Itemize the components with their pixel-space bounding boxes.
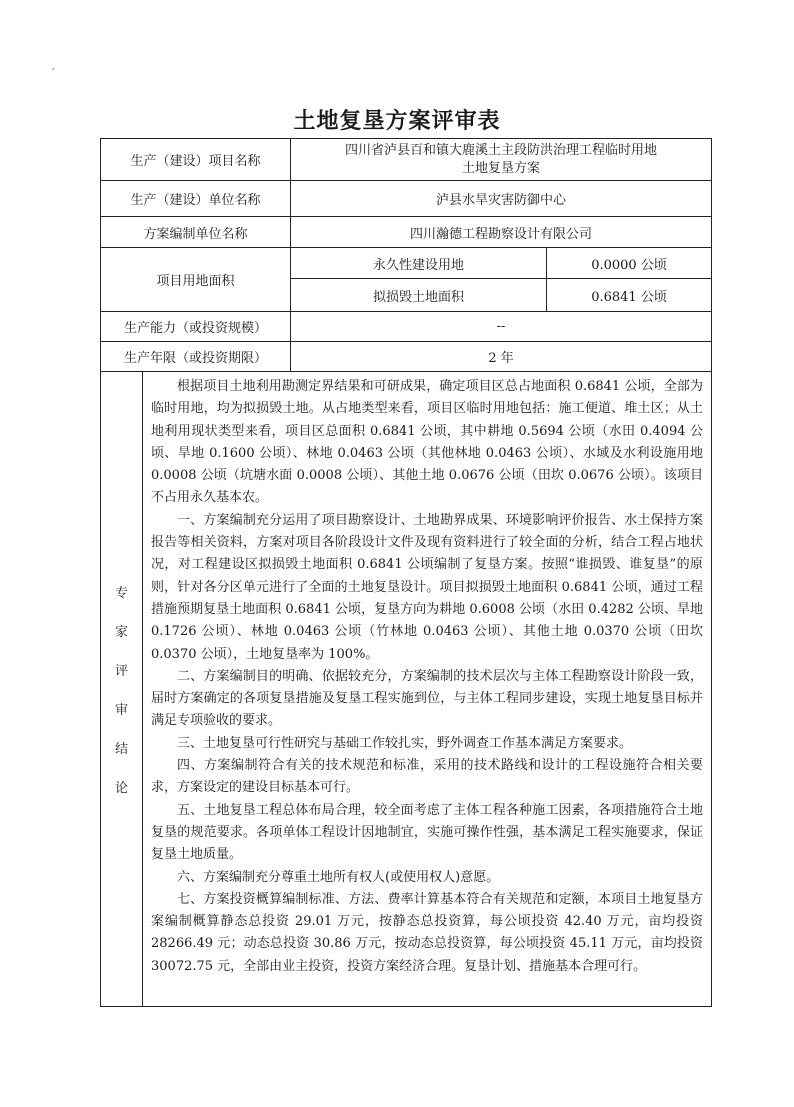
damaged-label: 拟损毁土地面积 (291, 279, 547, 312)
project-name-label: 生产（建设）项目名称 (101, 139, 291, 181)
row-project-name (101, 139, 712, 181)
permanent-value: 0.0000 公顷 (547, 248, 712, 279)
side-char: 审 (114, 703, 128, 718)
row-compiler (101, 217, 712, 248)
conclusion-text (143, 372, 712, 1007)
period-value: 2 年 (291, 342, 712, 372)
expert-conclusion-label (101, 372, 143, 1007)
compiler-label: 方案编制单位名称 (101, 217, 291, 248)
row-period (101, 342, 712, 372)
project-name-line1: 四川省泸县百和镇大鹿溪土主段防洪治理工程临时用地 (345, 142, 658, 158)
conclusion-paragraph: 六、方案编制充分尊重土地所有权人(或使用权人)意愿。 (177, 869, 500, 885)
row-permanent (101, 248, 712, 279)
area-label: 项目用地面积 (101, 248, 291, 312)
compiler-value: 四川瀚德工程勘察设计有限公司 (291, 217, 712, 248)
scan-mark: ′ (52, 66, 55, 80)
unit-label: 生产（建设）单位名称 (101, 181, 291, 217)
side-char: 专 (114, 586, 128, 601)
damaged-value: 0.6841 公顷 (547, 279, 712, 312)
conclusion-paragraph: 七、方案投资概算编制标准、方法、费率计算基本符合有关规范和定额，本项目土地复垦方案编制概算静态总投资 29.01 万元，按静态总投资算，每公顷投资 42.40 万元，亩均投资 28266.49 元；动态总投资 30.86 万元，按动态总投资算，每公顷投资 45.11 万元，亩均投资 30072.75 元，全部由业主投资，投资方案经济合理。复垦计划、措施基本合理可行。 (151, 891, 704, 974)
conclusion-paragraph: 三、土地复垦可行性研究与基础工作较扎实，野外调查工作基本满足方案要求。 (177, 735, 633, 751)
row-unit (101, 181, 712, 217)
conclusion-paragraph: 二、方案编制目的明确、依据较充分，方案编制的技术层次与主体工程勘察设计阶段一致，届时方案确定的各项复垦措施及复垦工程实施到位，与主体工程同步建设，实现土地复垦目标并满足专项验收的要求。 (151, 668, 704, 729)
conclusion-paragraph: 一、方案编制充分运用了项目勘察设计、土地勘界成果、环境影响评价报告、水土保持方案报告等相关资料，方案对项目各阶段设计文件及现有资料进行了较全面的分析，结合工程占地状况，对工程建设区拟损毁土地面积 0.6841 公顷编制了复垦方案。按照“谁损毁、谁复垦”的原则，针对各分区单元进行了全面的土地复垦设计。项目拟损毁土地面积 0.6841 公顷，通过工程措施预期复垦土地面积 0.6841 公顷，复垦方向为耕地 0.6008 公顷（水田 0.4282 公顷、旱地 0.1726 公顷）、林地 0.0463 公顷（竹林地 0.0463 公顷）、其他土地 0.0370 公顷（田坎 0.0370 公顷），土地复垦率为 100%。 (151, 512, 704, 662)
conclusion-paragraph: 根据项目土地利用勘测定界结果和可研成果，确定项目区总占地面积 0.6841 公顷，全部为临时用地，均为拟损毁土地。从占地类型来看，项目区临时用地包括：施工便道、堆土区；从土地利用现状类型来看，项目区总面积 0.6841 公顷，其中耕地 0.5694 公顷（水田 0.4094 公顷、旱地 0.1600 公顷）、林地 0.0463 公顷（其他林地 0.0463 公顷）、水域及水利设施用地 0.0008 公顷（坑塘水面 0.0008 公顷）、其他土地 0.0676 公顷（田坎 0.0676 公顷）。该项目不占用永久基本农。 (151, 379, 704, 506)
conclusion-paragraph: 五、土地复垦工程总体布局合理，较全面考虑了主体工程各种施工因素，各项措施符合土地复垦的规范要求。各项单体工程设计因地制宜，实施可操作性强，基本满足工程实施要求，保证复垦土地质量。 (151, 802, 704, 863)
capacity-label: 生产能力（或投资规模） (101, 312, 291, 342)
side-char: 论 (114, 781, 128, 796)
project-name-line2: 土地复垦方案 (462, 160, 541, 176)
period-label: 生产年限（或投资期限） (101, 342, 291, 372)
review-table (100, 138, 712, 1007)
row-conclusion (101, 372, 712, 1007)
side-char: 评 (114, 664, 128, 679)
row-capacity (101, 312, 712, 342)
side-char: 结 (114, 742, 128, 757)
permanent-label: 永久性建设用地 (291, 248, 547, 279)
side-char: 家 (114, 625, 128, 640)
page-title: 土地复垦方案评审表 (293, 109, 501, 134)
unit-value: 泸县水旱灾害防御中心 (291, 181, 712, 217)
conclusion-paragraph: 四、方案编制符合有关的技术规范和标准，采用的技术路线和设计的工程设施符合相关要求，方案设定的建设目标基本可行。 (151, 758, 704, 796)
project-name-value (291, 139, 712, 181)
capacity-value: -- (291, 312, 712, 342)
